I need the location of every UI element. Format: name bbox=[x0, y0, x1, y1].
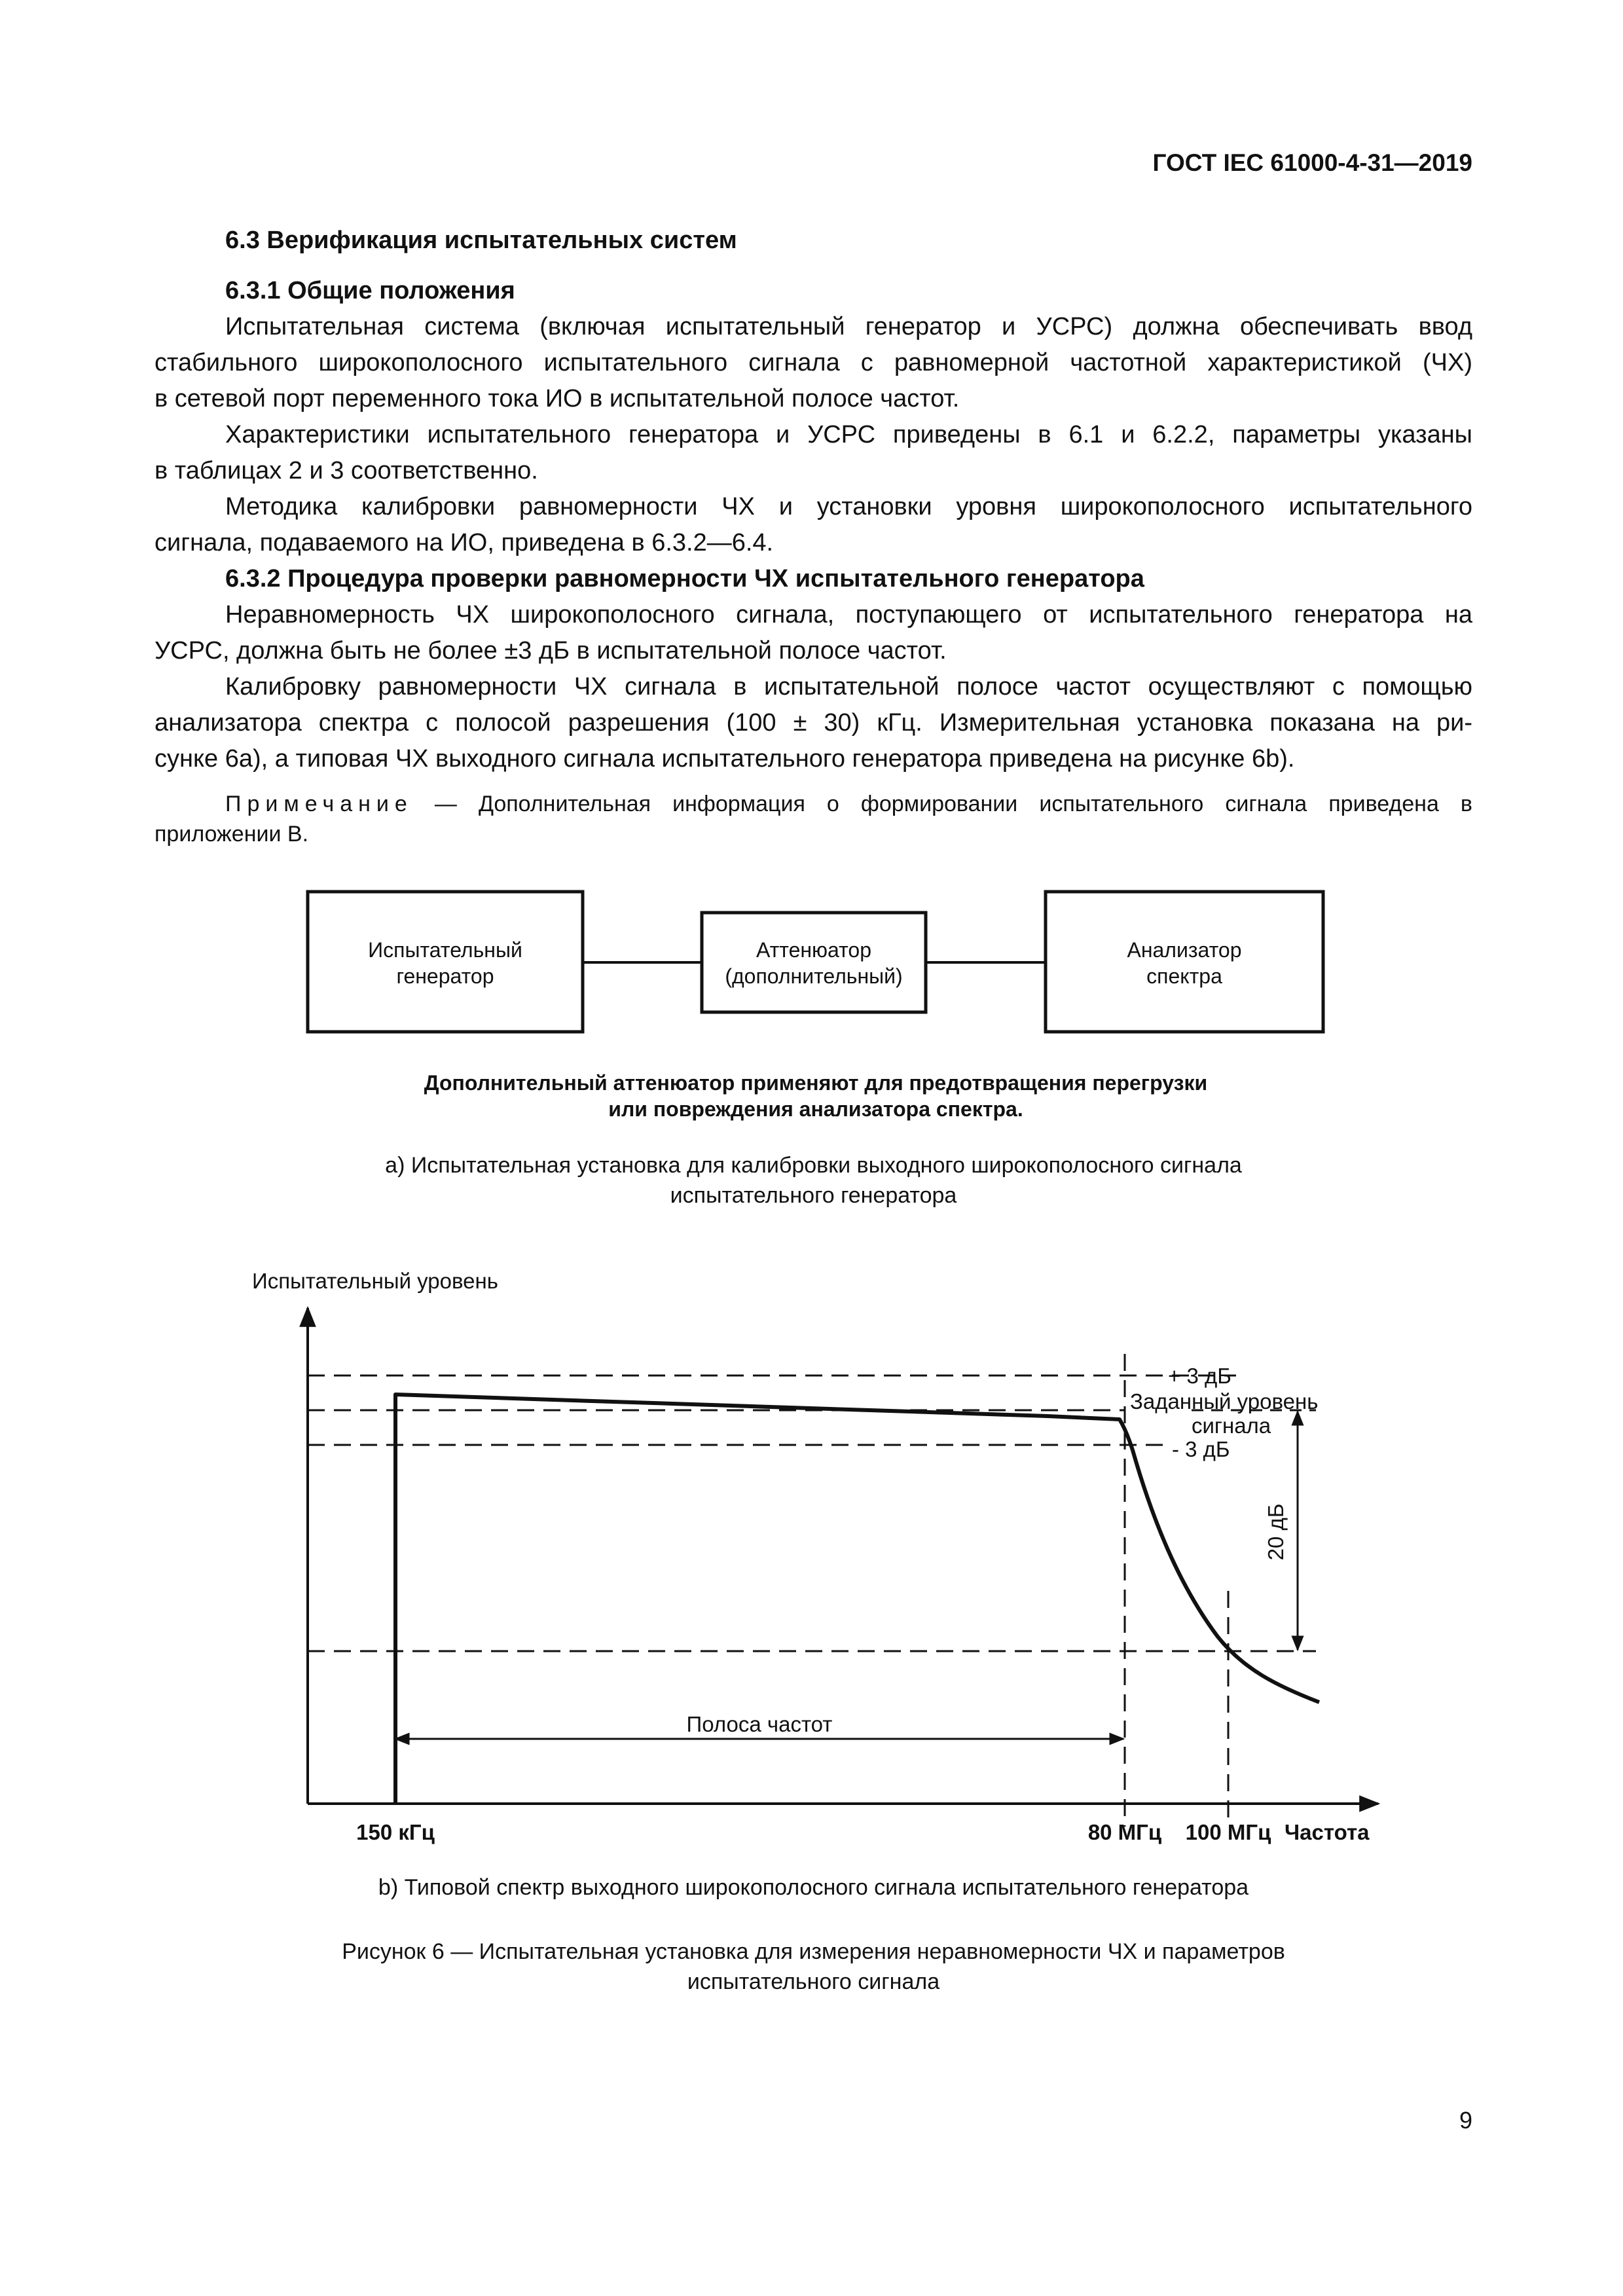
document-header: ГОСТ IEC 61000-4-31—2019 bbox=[1152, 149, 1472, 176]
generator-label: Испытательный bbox=[368, 938, 522, 962]
generator-box bbox=[308, 892, 583, 1032]
paragraph-line: сунке 6а), а типовая ЧХ выходного сигнала испытательного генератора приведена на рисунке 6b). bbox=[155, 745, 1295, 773]
paragraph-line: Неравномерность ЧХ широкополосного сигнала, поступающего от испытательного генератора на bbox=[225, 601, 1472, 629]
subsection-title: 6.3.1 Общие положения bbox=[225, 277, 515, 304]
drop-label: 20 дБ bbox=[1264, 1503, 1288, 1561]
x-axis-label: Частота bbox=[1285, 1820, 1370, 1844]
paragraph-line: в сетевой порт переменного тока ИО в испытательной полосе частот. bbox=[155, 385, 960, 412]
x-tick-label: 100 МГц bbox=[1185, 1820, 1271, 1844]
figure-remark: или повреждения анализатора спектра. bbox=[608, 1097, 1023, 1121]
paragraph-line: Калибровку равномерности ЧХ сигнала в испытательной полосе частот осуществляют с помощью bbox=[225, 673, 1472, 701]
x-tick-label: 150 кГц bbox=[356, 1820, 435, 1844]
paragraph-line: в таблицах 2 и 3 соответственно. bbox=[155, 457, 538, 484]
figure-a-caption bbox=[155, 1150, 1472, 1211]
caption-line: испытательного генератора bbox=[670, 1183, 957, 1208]
analyzer-label: Анализатор bbox=[1127, 938, 1242, 962]
paragraph-line: анализатора спектра с полосой разрешения (100 ± 30) кГц. Измерительная установка показана на ри- bbox=[155, 709, 1472, 737]
generator-label: генератор bbox=[396, 964, 494, 988]
nominal-label: Заданный уровень bbox=[1130, 1389, 1319, 1413]
figure-remark: Дополнительный аттенюатор применяют для предотвращения перегрузки bbox=[424, 1071, 1208, 1095]
paragraph-line: сигнала, подаваемого на ИО, приведена в 6.3.2—6.4. bbox=[155, 529, 774, 556]
x-tick-label: 80 МГц bbox=[1087, 1820, 1162, 1844]
attenuator-box bbox=[702, 913, 926, 1012]
band-label: Полоса частот bbox=[686, 1712, 833, 1736]
minus3-label: - 3 дБ bbox=[1172, 1437, 1230, 1461]
figure-b-caption: b) Типовой спектр выходного широкополосного сигнала испытательного генератора bbox=[378, 1875, 1249, 1900]
figure-caption bbox=[155, 1937, 1472, 1997]
paragraph-line: стабильного широкополосного испытательного сигнала с равномерной частотной характеристикой (ЧХ) bbox=[155, 349, 1472, 376]
caption-line: Рисунок 6 — Испытательная установка для измерения неравномерности ЧХ и параметров bbox=[342, 1939, 1285, 1964]
paragraph-line: УСРС, должна быть не более ±3 дБ в испытательной полосе частот. bbox=[155, 637, 947, 665]
caption-line: испытательного сигнала bbox=[687, 1969, 940, 1994]
attenuator-label: (дополнительный) bbox=[725, 964, 903, 988]
paragraph-line: Методика калибровки равномерности ЧХ и установки уровня широкополосного испытательного bbox=[225, 493, 1472, 520]
caption-line: a) Испытательная установка для калибровки выходного широкополосного сигнала bbox=[385, 1153, 1242, 1178]
nominal-label: сигнала bbox=[1192, 1413, 1271, 1438]
note-text: приложении В. bbox=[155, 822, 309, 847]
analyzer-box bbox=[1046, 892, 1323, 1032]
paragraph-line: Характеристики испытательного генератора и УСРС приведены в 6.1 и 6.2.2, параметры указаны bbox=[225, 421, 1472, 448]
page-number: 9 bbox=[1459, 2107, 1472, 2134]
paragraph-line: Испытательная система (включая испытательный генератор и УСРС) должна обеспечивать ввод bbox=[225, 313, 1472, 340]
analyzer-label: спектра bbox=[1146, 964, 1222, 988]
note-text: — Дополнительная информация о формировании испытательного сигнала приведена в bbox=[412, 792, 1472, 816]
attenuator-label: Аттенюатор bbox=[756, 938, 872, 962]
plus3-label: + 3 дБ bbox=[1168, 1364, 1231, 1388]
note-label: Примечание bbox=[225, 792, 413, 816]
y-axis-label: Испытательный уровень bbox=[252, 1269, 498, 1293]
subsection-title: 6.3.2 Процедура проверки равномерности ЧХ испытательного генератора bbox=[225, 565, 1144, 592]
section-title: 6.3 Верификация испытательных систем bbox=[225, 227, 737, 254]
